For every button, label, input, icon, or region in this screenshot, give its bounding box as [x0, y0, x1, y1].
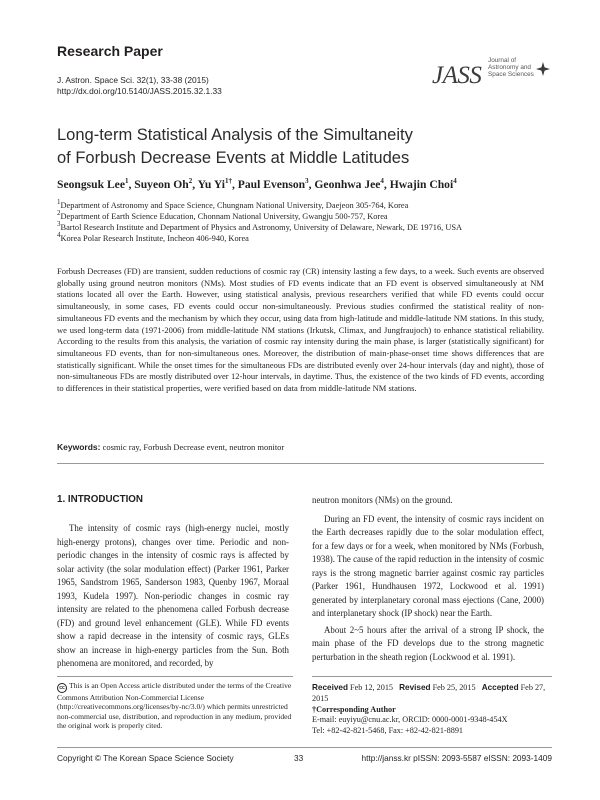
author-affiliation-mark: 3 [305, 177, 309, 185]
intro-paragraph-2: During an FD event, the intensity of cosmic rays incident on the Earth decreases rapidly due to the solar modulation effect, for a few days or for a week, when monitored by NMs (Forbush, 1938). The cause of the rapid reduction in the intensity of cosmic rays is the strong magnetic barrier against cosmic ray particles (Parker 1961, Hundhausen 1972, Lockwood et al. 1991) generated by interplanetary coronal mass ejections (Cane, 2000) and interplanetary shock (IP shock) near the Earth. [312, 513, 544, 618]
corresponding-email[interactable]: E-mail: euyiyu@cnu.ac.kr, ORCID: 0000-0001-9348-454X [312, 715, 508, 725]
title-line-2: of Forbush Decrease Events at Middle Latitudes [57, 149, 410, 167]
cc-license-icon: cc [57, 683, 67, 693]
corresponding-phone: Tel: +82-42-821-5468, Fax: +82-42-821-8891 [312, 726, 464, 736]
intro-paragraph-continued: neutron monitors (NMs) on the ground. [312, 495, 453, 505]
logo-line-3: Space Sciences [488, 71, 534, 78]
author-name: Hwajin Choi [389, 177, 454, 191]
affiliation-2: $^2$Department of Earth Science Education, Chonnam National University, Gwangju 500-757, Korea [57, 209, 388, 221]
citation: J. Astron. Space Sci. 32(1), 33-38 (2015) [57, 75, 209, 85]
keywords-divider [57, 463, 544, 464]
body-column-right [312, 494, 544, 664]
author-name: Paul Evenson [237, 177, 306, 191]
keywords [57, 442, 284, 452]
logo-line-1: Journal of [488, 57, 517, 64]
dates-divider [312, 676, 552, 677]
author-affiliation-mark: 4 [453, 177, 457, 185]
journal-logo [432, 56, 552, 100]
author-name: Geonhwa Jee [314, 177, 381, 191]
footer-divider [57, 747, 552, 748]
article-type: Research Paper [57, 43, 163, 59]
logo-line-2: Astronomy and [488, 64, 531, 71]
author-affiliation-mark: 1 [124, 177, 129, 185]
keywords-label: Keywords: [57, 442, 101, 452]
title-line-1: Long-term Statistical Analysis of the Simultaneity [57, 126, 413, 144]
license-note [57, 681, 293, 731]
doi-link[interactable]: http://dx.doi.org/10.5140/JASS.2015.32.1.33 [57, 86, 222, 96]
author-affiliation-mark: 2 [188, 177, 193, 185]
author-name: Seongsuk Lee [57, 177, 125, 191]
intro-paragraph-3: About 2~5 hours after the arrival of a strong IP shock, the main phase of the FD develops due to the strong magnetic perturbation in the sheath region (Lockwood et al. 1991). [312, 624, 544, 662]
author-list: Seongsuk Lee$^1$, Suyeon Oh$^2$, Yu $Yi^{1\dagger}$, Paul Evenson$^3$, Geonhwa Jee$^4$, Hwajin Choi$^4$ [57, 177, 457, 191]
section-heading: 1. INTRODUCTION [57, 494, 143, 505]
affiliation-3: $^3$Bartol Research Institute and Department of Physics and Astronomy, University of Delaware, Newark, DE 19716, USA [57, 220, 463, 232]
affiliation-1: $^1$Department of Astronomy and Space Science, Chungnam National University, Daejeon 305-764, Korea [57, 198, 409, 210]
dates-line: Received Feb 12, 2015 Revised Feb 25, 2015 Accepted Feb 27, 2015 [312, 683, 546, 703]
license-text: This is an Open Access article distributed under the terms of the Creative Commons Attribution Non-Commercial License (http://creativecommons.org/licenses/by-nc/3.0/) which permits unrestricted non-commercial use, distribution, and reproduction in any medium, provided the original work is properly cited. [57, 681, 292, 731]
license-divider [57, 676, 293, 677]
affiliation-4: $^4$Korea Polar Research Institute, Incheon 406-940, Korea [57, 231, 249, 243]
paper-title [57, 124, 557, 170]
article-history [312, 683, 552, 737]
author-name: Yu Yi [197, 177, 225, 191]
corresponding-author-label: †Corresponding Author [312, 704, 396, 714]
body-column-left [57, 522, 289, 671]
footer-issn: http://janss.kr pISSN: 2093-5587 eISSN: 2093-1409 [361, 753, 552, 763]
footer-copyright: Copyright © The Korean Space Science Society [57, 753, 234, 763]
author-name: Suyeon Oh [134, 177, 189, 191]
logo-acronym: JASS [432, 62, 482, 89]
author-affiliation-mark: 1† [224, 177, 232, 185]
logo-star-icon [536, 62, 550, 76]
abstract: Forbush Decreases (FD) are transient, sudden reductions of cosmic ray (CR) intensity lasting a few days, to a week. Such events are observed globally using ground neutron monitors (NMs). Most studies of FD events indicate that an FD event is observed simultaneously at NM stations located all over the Earth. However, using statistical analysis, previous researchers verified that while FD events could occur simultaneously, in some cases, FD events could occur non-simultaneously. Previous studies confirmed the statistical reality of non-simultaneous FD events and the mechanism by which they occur, using data from high-latitude and middle-latitude NM stations. In this study, we used long-term data (1971-2006) from middle-latitude NM stations (Irkutsk, Climax, and Jungfraujoch) to enhance statistical reliability. According to the results from this analysis, the variation of cosmic ray intensity during the main phase, is larger (statistically significant) for simultaneous FD events, than for non-simultaneous ones. Moreover, the distribution of main-phase-onset time shows differences that are statistically significant. While the onset times for the simultaneous FDs are distributed evenly over 24-hour intervals (day and night), those of non-simultaneous FDs are mostly distributed over 12-hour intervals, in daytime. Thus, the existence of the two kinds of FD events, according to differences in their statistical properties, were verified based on data from middle-latitude NM stations. [57, 266, 544, 394]
author-affiliation-mark: 4 [380, 177, 384, 185]
intro-paragraph-1: The intensity of cosmic rays (high-energy nuclei, mostly high-energy protons), changes over time. Periodic and non-periodic changes in the intensity of cosmic rays is affected by solar activity (the solar modulation effect) (Parker 1961, Parker 1965, Sandstrom 1965, Sanderson 1983, Quenby 1967, Moraal 1993, Kudela 1997). Non-periodic changes in cosmic ray intensity are related to the phenomena called Forbush decrease (FD) and ground level enhancement (GLE). While FD events show a rapid decrease in the intensity of cosmic rays, GLEs show an increase in high-energy particles from the Sun. Both phenomena are monitored, and recorded, by [57, 523, 289, 668]
page-number: 33 [294, 753, 304, 763]
keywords-text: cosmic ray, Forbush Decrease event, neutron monitor [102, 442, 285, 452]
